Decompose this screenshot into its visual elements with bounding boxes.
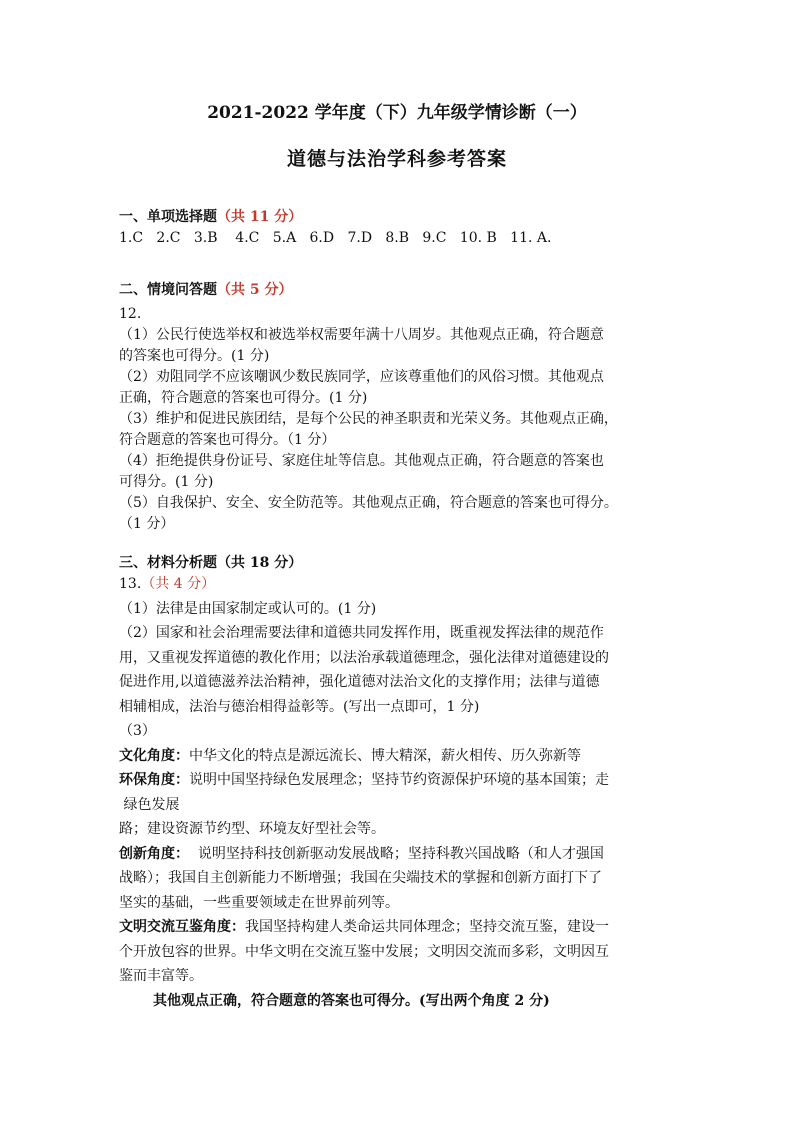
culture-angle [119,744,689,769]
answer-line: （4）拒绝提供身份证号、家庭住址等信息。其他观点正确，符合题意的答案也 [119,453,604,469]
environment-angle-line: 绿色发展 [119,796,180,813]
answer-line: （1）公民行使选举权和被选举权需要年满十八周岁。其他观点正确，符合题意 [119,327,604,343]
answer-line: （3） [119,723,156,739]
section-1-answers: 1.C 2.C 3.B 4.C 5.A 6.D 7.D 8.B 9.C 10. B 11. A. [119,230,552,246]
answer-line: 正确，符合题意的答案也可得分。(1 分) [119,390,368,406]
closing-note: 其他观点正确，符合题意的答案也可得分。(写出两个角度 2 分) [153,992,550,1009]
environment-angle-line: 路；建设资源节约型、环境友好型社会等。 [119,821,385,837]
section-3-heading: 三、材料分析题（共 18 分） [119,555,303,571]
civilization-angle-line: 个开放包容的世界。中华文明在交流互鉴中发展；文明因交流而多彩，文明因互 [119,943,609,960]
document-title: 2021-2022 学年度（下）九年级学情诊断（一） [207,103,587,123]
environment-angle-label: 环保角度： [119,772,189,788]
innovation-angle-line: 战略）；我国自主创新能力不断增强；我国在尖端技术的掌握和创新方面打下了 [119,870,602,886]
answer-line: （1 分） [119,516,175,532]
civilization-angle-line: 鉴而丰富等。 [119,968,203,984]
section-1-heading [119,206,689,230]
section-3 [119,552,689,1013]
culture-angle-text: 中华文化的特点是源远流长、博大精深，薪火相传、历久弥新等 [189,747,581,764]
answer-line: （5）自我保护、安全、安全防范等。其他观点正确，符合题意的答案也可得分。 [119,495,618,511]
section-2-body [119,304,689,535]
question-12-number: 12. [119,306,142,322]
innovation-angle-line: 坚实的基础，一些重要领域走在世界前列等。 [119,894,399,911]
section-2-title: 二、情境问答题 [119,282,217,298]
culture-angle-label: 文化角度： [119,747,189,764]
innovation-angle-text: 说明坚持科技创新驱动发展战略；坚持科教兴国战略（和人才强国 [189,845,604,862]
section-2-points: （共 5 分） [217,282,293,298]
answer-line: 可得分。(1 分) [119,474,214,490]
section-1-title: 一、单项选择题 [119,209,217,225]
innovation-angle [119,842,689,867]
answer-line: （3）维护和促进民族团结，是每个公民的神圣职责和光荣义务。其他观点正确， [119,411,618,427]
section-2-heading [119,279,689,304]
answer-line: 符合题意的答案也可得分。（1 分） [119,432,336,448]
section-1 [119,206,689,246]
section-1-points: （共 11 分） [217,209,303,225]
answer-line: 的答案也可得分。(1 分) [119,348,270,364]
civilization-angle-text: 我国坚持构建人类命运共同体理念；坚持交流互鉴，建设一 [245,919,609,935]
civilization-angle [119,915,689,940]
civilization-angle-label: 文明交流互鉴角度： [119,919,245,935]
environment-angle-text: 说明中国坚持绿色发展理念；坚持节约资源保护环境的基本国策；走 [189,772,609,788]
section-2 [119,279,689,535]
answer-line: （1）法律是由国家制定或认可的。(1 分) [119,600,377,617]
answer-line: （2）国家和社会治理需要法律和道德共同发挥作用，既重视发挥法律的规范作 [119,625,604,641]
document-subtitle: 道德与法治学科参考答案 [286,148,507,170]
environment-angle [119,768,689,793]
answer-line: 相辅相成，法治与德治相得益彰等。(写出一点即可，1 分) [119,698,480,715]
answer-line: 用，又重视发挥道德的教化作用；以法治承载道德理念，强化法律对道德建设的 [119,649,609,666]
section-3-body [119,572,689,1013]
answer-line: （2）劝阻同学不应该嘲讽少数民族同学，应该尊重他们的风俗习惯。其他观点 [119,369,604,385]
answer-line: 促进作用,以道德滋养法治精神，强化道德对法治文化的支撑作用；法律与道德 [119,674,600,690]
question-13-heading [119,572,689,597]
innovation-angle-label: 创新角度： [119,845,189,862]
question-13-points: （共 4 分） [141,576,216,592]
question-13-number: 13. [119,576,142,592]
